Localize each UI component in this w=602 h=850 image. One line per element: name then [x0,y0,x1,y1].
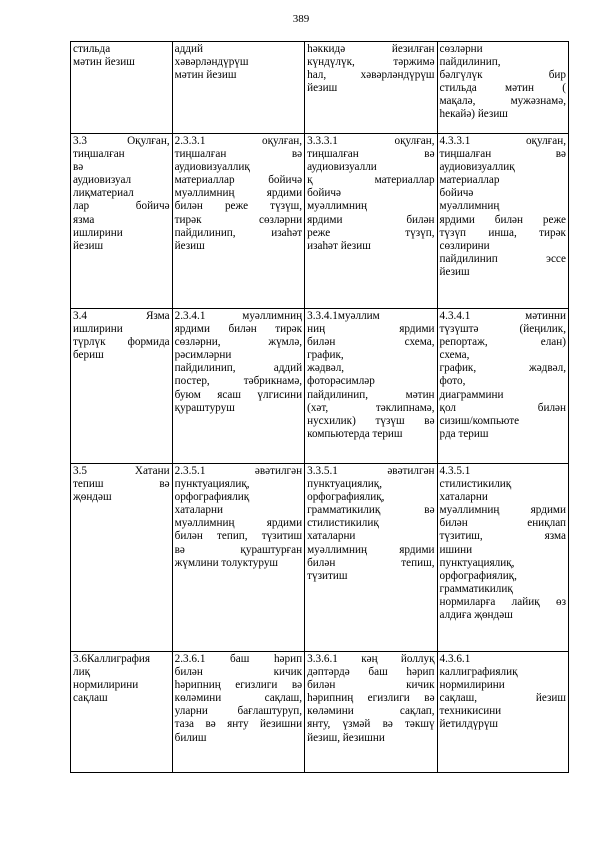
cell-text-line: түзүштә (йеңилик, [439,323,566,336]
cell-text-line: ишини [439,543,473,556]
cell-text-line: аудиовизуаллиқ [439,161,515,174]
cell-text-line: муәллимниң [307,200,367,213]
topic-cell [71,42,173,134]
cell-text-line: нусхилик) түзүш вә [307,414,435,427]
cell-text-line: билән схема, [307,336,435,349]
cell-text-line: пунктуациялиқ, [307,478,383,491]
cell-text-line: түзүп инша, тирәк [439,226,566,239]
cell-text-line: һәккидә йезилған [307,43,435,55]
cell-text-line: ярдими билән тирәк [174,323,303,336]
cell-text-line: сөзләрни, жүмлә, [174,336,303,349]
cell-text-line: вә [73,161,84,174]
cell-text-line: буюм ясаш үлгисини [174,388,303,401]
cell-text-line: билән кичик [174,666,303,679]
cell-text-line: аудиовизуаллиқ [174,161,250,174]
cell-text-line: таза вә янту йезишни [174,718,303,731]
cell-text-line: қураштуруш [174,401,235,414]
cell-text-line: тиңшалған [73,148,125,161]
cell-text-line: пайдилинип, изаһәт [174,226,303,239]
cell-text-line: муәллимниң ярдими [174,187,303,200]
cell-text-line: 4.3.5.1 [439,465,471,477]
curriculum-table [70,41,569,773]
cell-text-line: рда териш [439,427,489,440]
cell-text-line: аудиовизуал [73,174,132,187]
cell-text-line: тиңшалған вә [307,148,435,161]
cell-text-line: 3.6Каллиграфия [73,653,151,665]
grade-4-cell [437,464,568,652]
cell-text-line: түзитиш, язма [439,530,566,543]
table-row [71,42,569,134]
cell-text-line: язма [73,213,95,226]
cell-text-line: 2.3.4.1 муәллимниң [174,310,303,322]
cell-text-line: 4.3.4.1 мәтинни [439,310,566,322]
cell-text-line: йезиш [307,82,338,95]
topic-cell [71,464,173,652]
cell-text-line: постер, тәбрикнамә, [174,375,303,388]
cell-text-line: ярдими билән [307,213,435,226]
cell-text-line: стильда [73,43,111,55]
cell-text-line: билән ениқлап [439,517,566,530]
grade-4-cell [437,42,568,134]
cell-text-line: 3.3.6.1 кәң йоллуқ [307,653,435,665]
cell-text-line: лиқматериал [73,187,134,200]
grade-2-cell [172,652,304,773]
cell-text-line: аудиовизуалли [307,161,377,174]
grade-2-cell [172,464,304,652]
cell-text-line: орфографиялиқ, [439,569,517,582]
cell-text-line: график, жәдвәл, [439,362,566,375]
cell-text-line: сөзләрни [439,43,483,55]
cell-text-line: пунктуациялиқ, [439,556,515,569]
cell-text-line: билән реже түзүш, [174,200,303,213]
cell-text-line: техникисини [439,705,502,718]
grade-4-cell [437,652,568,773]
cell-text-line: көләмини сақлап, [307,705,435,718]
cell-text-line: аддий [174,43,203,55]
cell-text-line: грамматикилиқ [439,582,513,595]
cell-text-line: 3.3.4.1муәллим [307,310,380,322]
cell-text-line: билән тепип, түзитиш [174,530,303,543]
cell-text-line: пайдилинип, аддий [174,362,303,375]
cell-text-line: хаталарни [439,491,488,504]
cell-text-line: нормилирини [439,679,505,692]
cell-text-line: мәтин йезиш [174,69,237,82]
cell-text-line: тирәк сөзләрни [174,213,303,226]
table-row [71,652,569,773]
cell-text-line: уларни бағлаштуруп, [174,705,303,718]
cell-text-line: ишлирини [73,226,123,239]
grade-3-cell [305,134,437,309]
page-number: 389 [292,13,310,25]
cell-text-line: график, [307,349,344,362]
cell-text-line: сизиш/компьюте [439,414,520,427]
table-row [71,309,569,464]
cell-text-line: 2.3.6.1 баш һәрип [174,653,303,665]
grade-3-cell [305,652,437,773]
cell-text-line: ярдими билән реже [439,213,566,226]
cell-text-line: репортаж, елан) [439,336,566,349]
cell-text-line: пайдилинип, мәтин [307,388,435,401]
cell-text-line: каллиграфиялиқ [439,666,518,679]
cell-text-line: хәвәрләндүрүш [174,56,249,69]
grade-2-cell [172,42,304,134]
cell-text-line: һәрипниң егизлиги вә [307,692,435,705]
cell-text-line: орфографиялиқ, [307,491,385,504]
cell-text-line: 2.3.3.1 оқулған, [174,135,303,147]
cell-text-line: 3.3.5.1 әвәтилгән [307,465,435,477]
cell-text-line: дәптәрдә баш һәрип [307,666,435,679]
cell-text-line: (хәт, тәклипнамә, [307,401,435,414]
topic-cell [71,652,173,773]
cell-text-line: грамматикилиқ вә [307,504,435,517]
cell-text-line: компьютерда териш [307,427,403,440]
cell-text-line: хаталарни [174,504,223,517]
cell-text-line: түзитиш [307,569,348,582]
cell-text-line: янту, үзмәй вә тәкшү [307,718,435,731]
cell-text-line: мақалә, мужәзнамә, [439,95,566,108]
grade-2-cell [172,309,304,464]
cell-text-line: сақлаш, йезиш [439,692,566,705]
cell-text-line: нормиларға лайиқ өз [439,595,566,608]
cell-text-line: фото, [439,375,466,388]
grade-4-cell [437,134,568,309]
cell-text-line: фоторәсимләр [307,375,375,388]
cell-text-line: материаллар [439,174,500,187]
grade-3-cell [305,42,437,134]
cell-text-line: бойичә [439,187,474,200]
table-row [71,134,569,309]
cell-text-line: муәллимниң ярдими [174,517,303,530]
cell-text-line: йезиш [174,239,205,252]
cell-text-line: қ материаллар [307,174,435,187]
cell-text-line: муәллимниң ярдими [439,504,566,517]
cell-text-line: лар бойичә [73,200,170,213]
cell-text-line: 3.3 Оқулған, [73,135,170,147]
cell-text-line: билән кичик [307,679,435,692]
cell-text-line: 4.3.3.1 оқулған, [439,135,566,147]
cell-text-line: 3.4 Язма [73,310,170,322]
cell-text-line: нормилирини [73,679,139,692]
cell-text-line: стилистикилиқ [439,478,512,491]
cell-text-line: стильда мәтин ( [439,82,566,95]
cell-text-line: тиңшалған вә [174,148,303,161]
cell-text-line: түрлүк формида [73,336,170,349]
cell-text-line: күндүлүк, тәржимә [307,56,435,69]
cell-text-line: бериш [73,349,104,362]
cell-text-line: қол билән [439,401,566,414]
topic-cell [71,134,173,309]
cell-text-line: йезиш [73,239,104,252]
cell-text-line: билән тепиш, [307,556,435,569]
cell-text-line: 4.3.6.1 [439,653,471,665]
cell-text-line: материаллар бойичә [174,174,303,187]
grade-2-cell [172,134,304,309]
grade-3-cell [305,464,437,652]
cell-text-line: схема, [439,349,470,362]
cell-text-line: рәсимләрни [174,349,232,362]
cell-text-line: 2.3.5.1 әвәтилгән [174,465,303,477]
grade-3-cell [305,309,437,464]
cell-text-line: пайдилинип эссе [439,252,566,265]
cell-text-line: көләмини сақлаш, [174,692,303,705]
grade-4-cell [437,309,568,464]
cell-text-line: җөндәш [73,491,112,504]
cell-text-line: йезиш, йезишни [307,731,385,744]
cell-text-line: йетилдүрүш [439,718,499,731]
cell-text-line: сақлаш [73,692,108,705]
cell-text-line: 3.3.3.1 оқулған, [307,135,435,147]
cell-text-line: пунктуациялиқ, [174,478,250,491]
topic-cell [71,309,173,464]
cell-text-line: пайдилинип, [439,56,501,69]
cell-text-line: жүмлини толуктуруш [174,556,279,569]
cell-text-line: һал, хәвәрләндүрүш [307,69,435,82]
cell-text-line: орфографиялиқ [174,491,250,504]
cell-text-line: ишлирини [73,323,123,336]
cell-text-line: йезиш [439,265,470,278]
cell-text-line: бойичә [307,187,341,200]
cell-text-line: хаталарни [307,530,356,543]
cell-text-line: сөзлирини [439,239,490,252]
cell-text-line: жәдвәл, [307,362,345,375]
cell-text-line: һекайә) йезиш [439,108,508,121]
cell-text-line: тепиш вә [73,478,170,491]
cell-text-line: бәлгүлүк бир [439,69,566,82]
cell-text-line: диаграммини [439,388,504,401]
cell-text-line: реже түзүп, [307,226,435,239]
cell-text-line: тиңшалған вә [439,148,566,161]
cell-text-line: изаһәт йезиш [307,239,371,252]
cell-text-line: һәрипниң егизлиги вә [174,679,303,692]
cell-text-line: мәтин йезиш [73,56,135,69]
table-row [71,464,569,652]
cell-text-line: алдиға җөндәш [439,609,513,622]
cell-text-line: муәллимниң ярдими [307,543,435,556]
cell-text-line: лиқ [73,666,91,679]
cell-text-line: стилистикилиқ [307,517,379,530]
cell-text-line: ниң ярдими [307,323,435,336]
cell-text-line: муәллимниң [439,200,500,213]
cell-text-line: 3.5 Хатани [73,465,170,477]
cell-text-line: вә қураштурған [174,543,303,556]
cell-text-line: билиш [174,731,207,744]
